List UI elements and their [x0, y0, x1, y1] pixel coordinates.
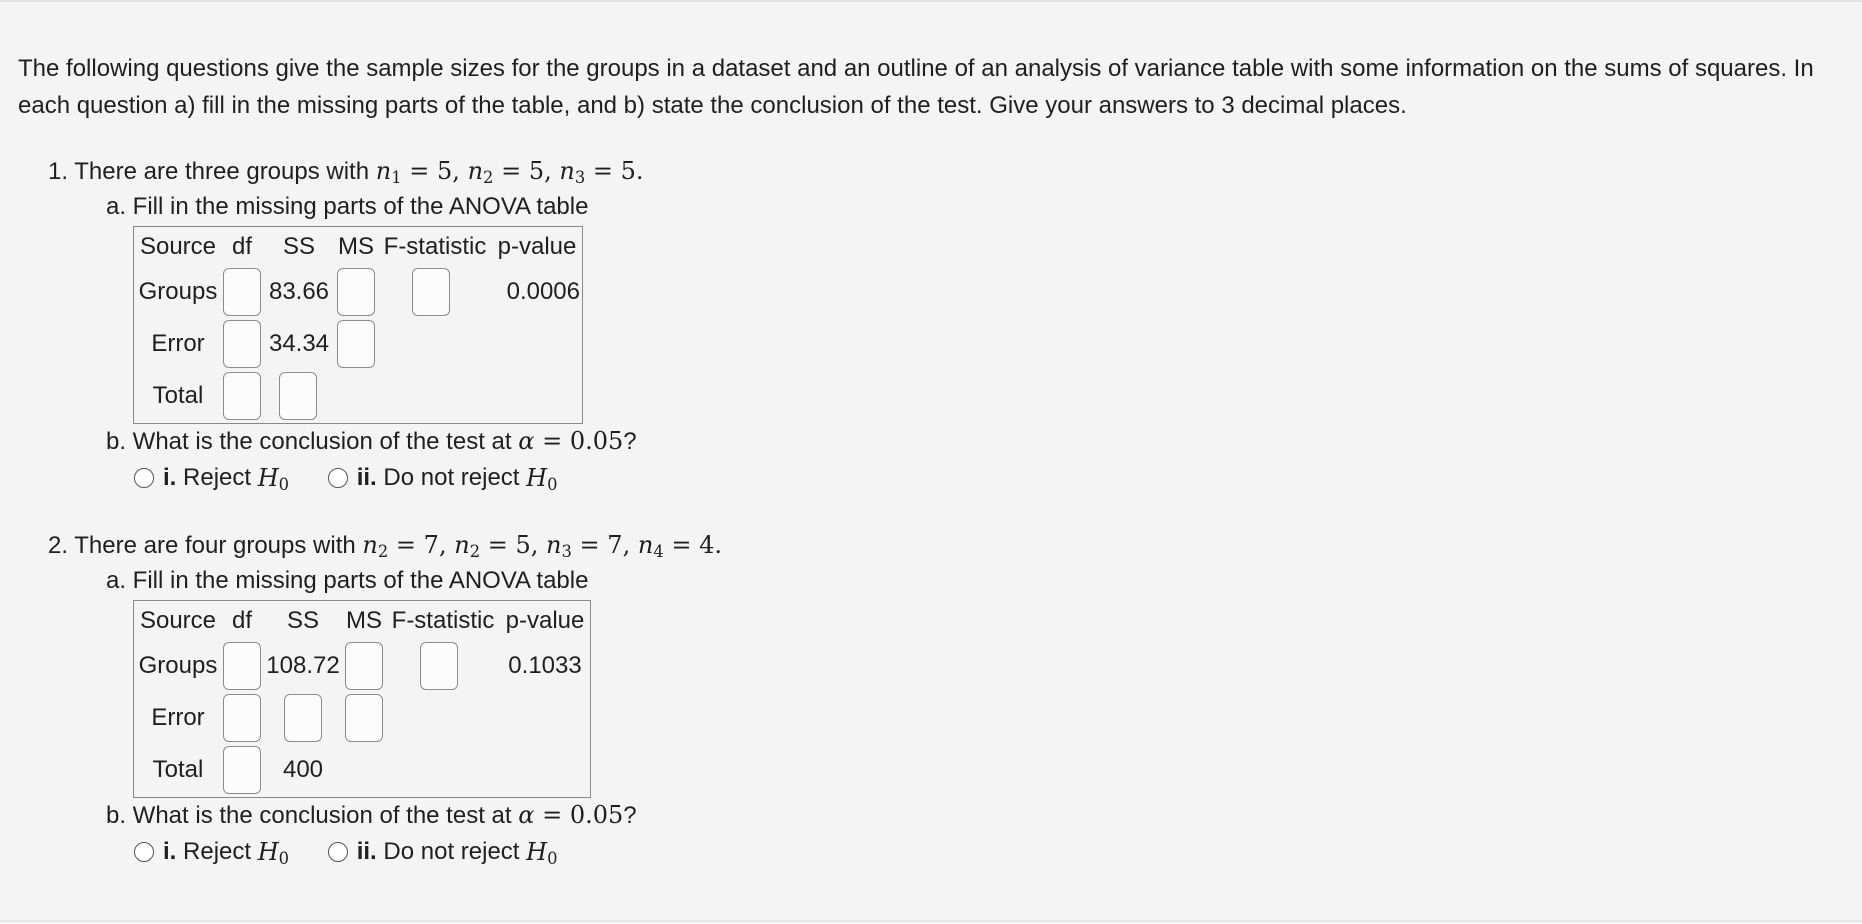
- f-statistic-input[interactable]: [412, 268, 450, 316]
- question-2-conclusion-options: [134, 838, 589, 869]
- groups-ms-input[interactable]: [337, 268, 375, 316]
- table-row-total: [136, 745, 588, 795]
- table-header-row: [136, 603, 588, 639]
- table-row-total: [136, 371, 580, 421]
- error-df-input[interactable]: [223, 320, 261, 368]
- groups-ss-value: 83.66: [268, 278, 330, 305]
- header-ms: MS: [338, 233, 374, 260]
- question-2-part-b: b. What is the conclusion of the test at α = 0.05?: [106, 801, 637, 829]
- top-divider: [0, 0, 1862, 2]
- header-p-value: p-value: [505, 607, 585, 634]
- header-df: df: [231, 607, 252, 634]
- total-ss-value: 400: [282, 756, 324, 783]
- question-1-title: 1. There are three groups with $n_1 = 5$, $n_2 = 5$, $n_3 = 5$.: [48, 157, 644, 188]
- groups-p-value: 0.1033: [508, 652, 582, 679]
- source-error: Error: [151, 704, 205, 731]
- error-df-input[interactable]: [223, 694, 261, 742]
- sample-sizes-formula: $n_2 = 7$, $n_2 = 5$, $n_3 = 7$, $n_4 = 4$.: [362, 531, 723, 562]
- source-total: Total: [152, 382, 204, 409]
- question-1-part-a: a. Fill in the missing parts of the ANOVA table: [106, 193, 589, 220]
- question-2-part-a: a. Fill in the missing parts of the ANOVA table: [106, 567, 589, 594]
- question-1-anova-table: [133, 226, 583, 424]
- header-df: df: [231, 233, 252, 260]
- total-ss-input[interactable]: [279, 372, 317, 420]
- header-source: Source: [139, 233, 217, 260]
- table-header-row: [136, 229, 580, 265]
- option-reject-h0[interactable]: i. Reject $H_0$: [134, 464, 289, 492]
- total-df-input[interactable]: [223, 746, 261, 794]
- option-reject-h0[interactable]: i. Reject $H_0$: [134, 838, 289, 866]
- groups-ms-input[interactable]: [345, 642, 383, 690]
- radio-button[interactable]: [328, 842, 348, 862]
- header-ss: SS: [282, 233, 315, 260]
- error-ms-input[interactable]: [337, 320, 375, 368]
- header-source: Source: [139, 607, 217, 634]
- source-groups: Groups: [138, 278, 218, 305]
- sample-sizes-formula: $n_1 = 5$, $n_2 = 5$, $n_3 = 5$.: [375, 157, 644, 188]
- f-statistic-input[interactable]: [420, 642, 458, 690]
- option-do-not-reject-h0[interactable]: ii. Do not reject $H_0$: [328, 464, 558, 492]
- radio-button[interactable]: [328, 468, 348, 488]
- source-groups: Groups: [138, 652, 218, 679]
- error-ss-input[interactable]: [284, 694, 322, 742]
- source-error: Error: [151, 330, 205, 357]
- question-1-conclusion-options: [134, 464, 589, 495]
- groups-p-value: 0.0006: [506, 278, 580, 305]
- header-f-statistic: F-statistic: [383, 233, 487, 260]
- total-df-input[interactable]: [223, 372, 261, 420]
- source-total: Total: [152, 756, 204, 783]
- groups-ss-value: 108.72: [266, 652, 340, 679]
- header-p-value: p-value: [497, 233, 577, 260]
- groups-df-input[interactable]: [223, 268, 261, 316]
- question-1-part-b: b. What is the conclusion of the test at α = 0.05?: [106, 427, 637, 455]
- groups-df-input[interactable]: [223, 642, 261, 690]
- header-ms: MS: [346, 607, 382, 634]
- header-f-statistic: F-statistic: [391, 607, 495, 634]
- radio-button[interactable]: [134, 842, 154, 862]
- error-ms-input[interactable]: [345, 694, 383, 742]
- instructions-text: The following questions give the sample sizes for the groups in a dataset and an outline of an analysis of variance table with some information on the sums of squares. In each question a) fill in the missing parts of the table, and b) state the conclusion of the test. Give your answers to 3 decimal places.: [18, 55, 1814, 119]
- table-row-groups: [136, 641, 588, 691]
- option-do-not-reject-h0[interactable]: ii. Do not reject $H_0$: [328, 838, 558, 866]
- question-2-anova-table: [133, 600, 591, 798]
- question-2-title: 2. There are four groups with $n_2 = 7$, $n_2 = 5$, $n_3 = 7$, $n_4 = 4$.: [48, 531, 723, 562]
- bottom-divider: [0, 920, 1862, 922]
- radio-button[interactable]: [134, 468, 154, 488]
- table-row-error: [136, 693, 588, 743]
- header-ss: SS: [286, 607, 319, 634]
- table-row-groups: [136, 267, 580, 317]
- error-ss-value: 34.34: [268, 330, 330, 357]
- table-row-error: [136, 319, 580, 369]
